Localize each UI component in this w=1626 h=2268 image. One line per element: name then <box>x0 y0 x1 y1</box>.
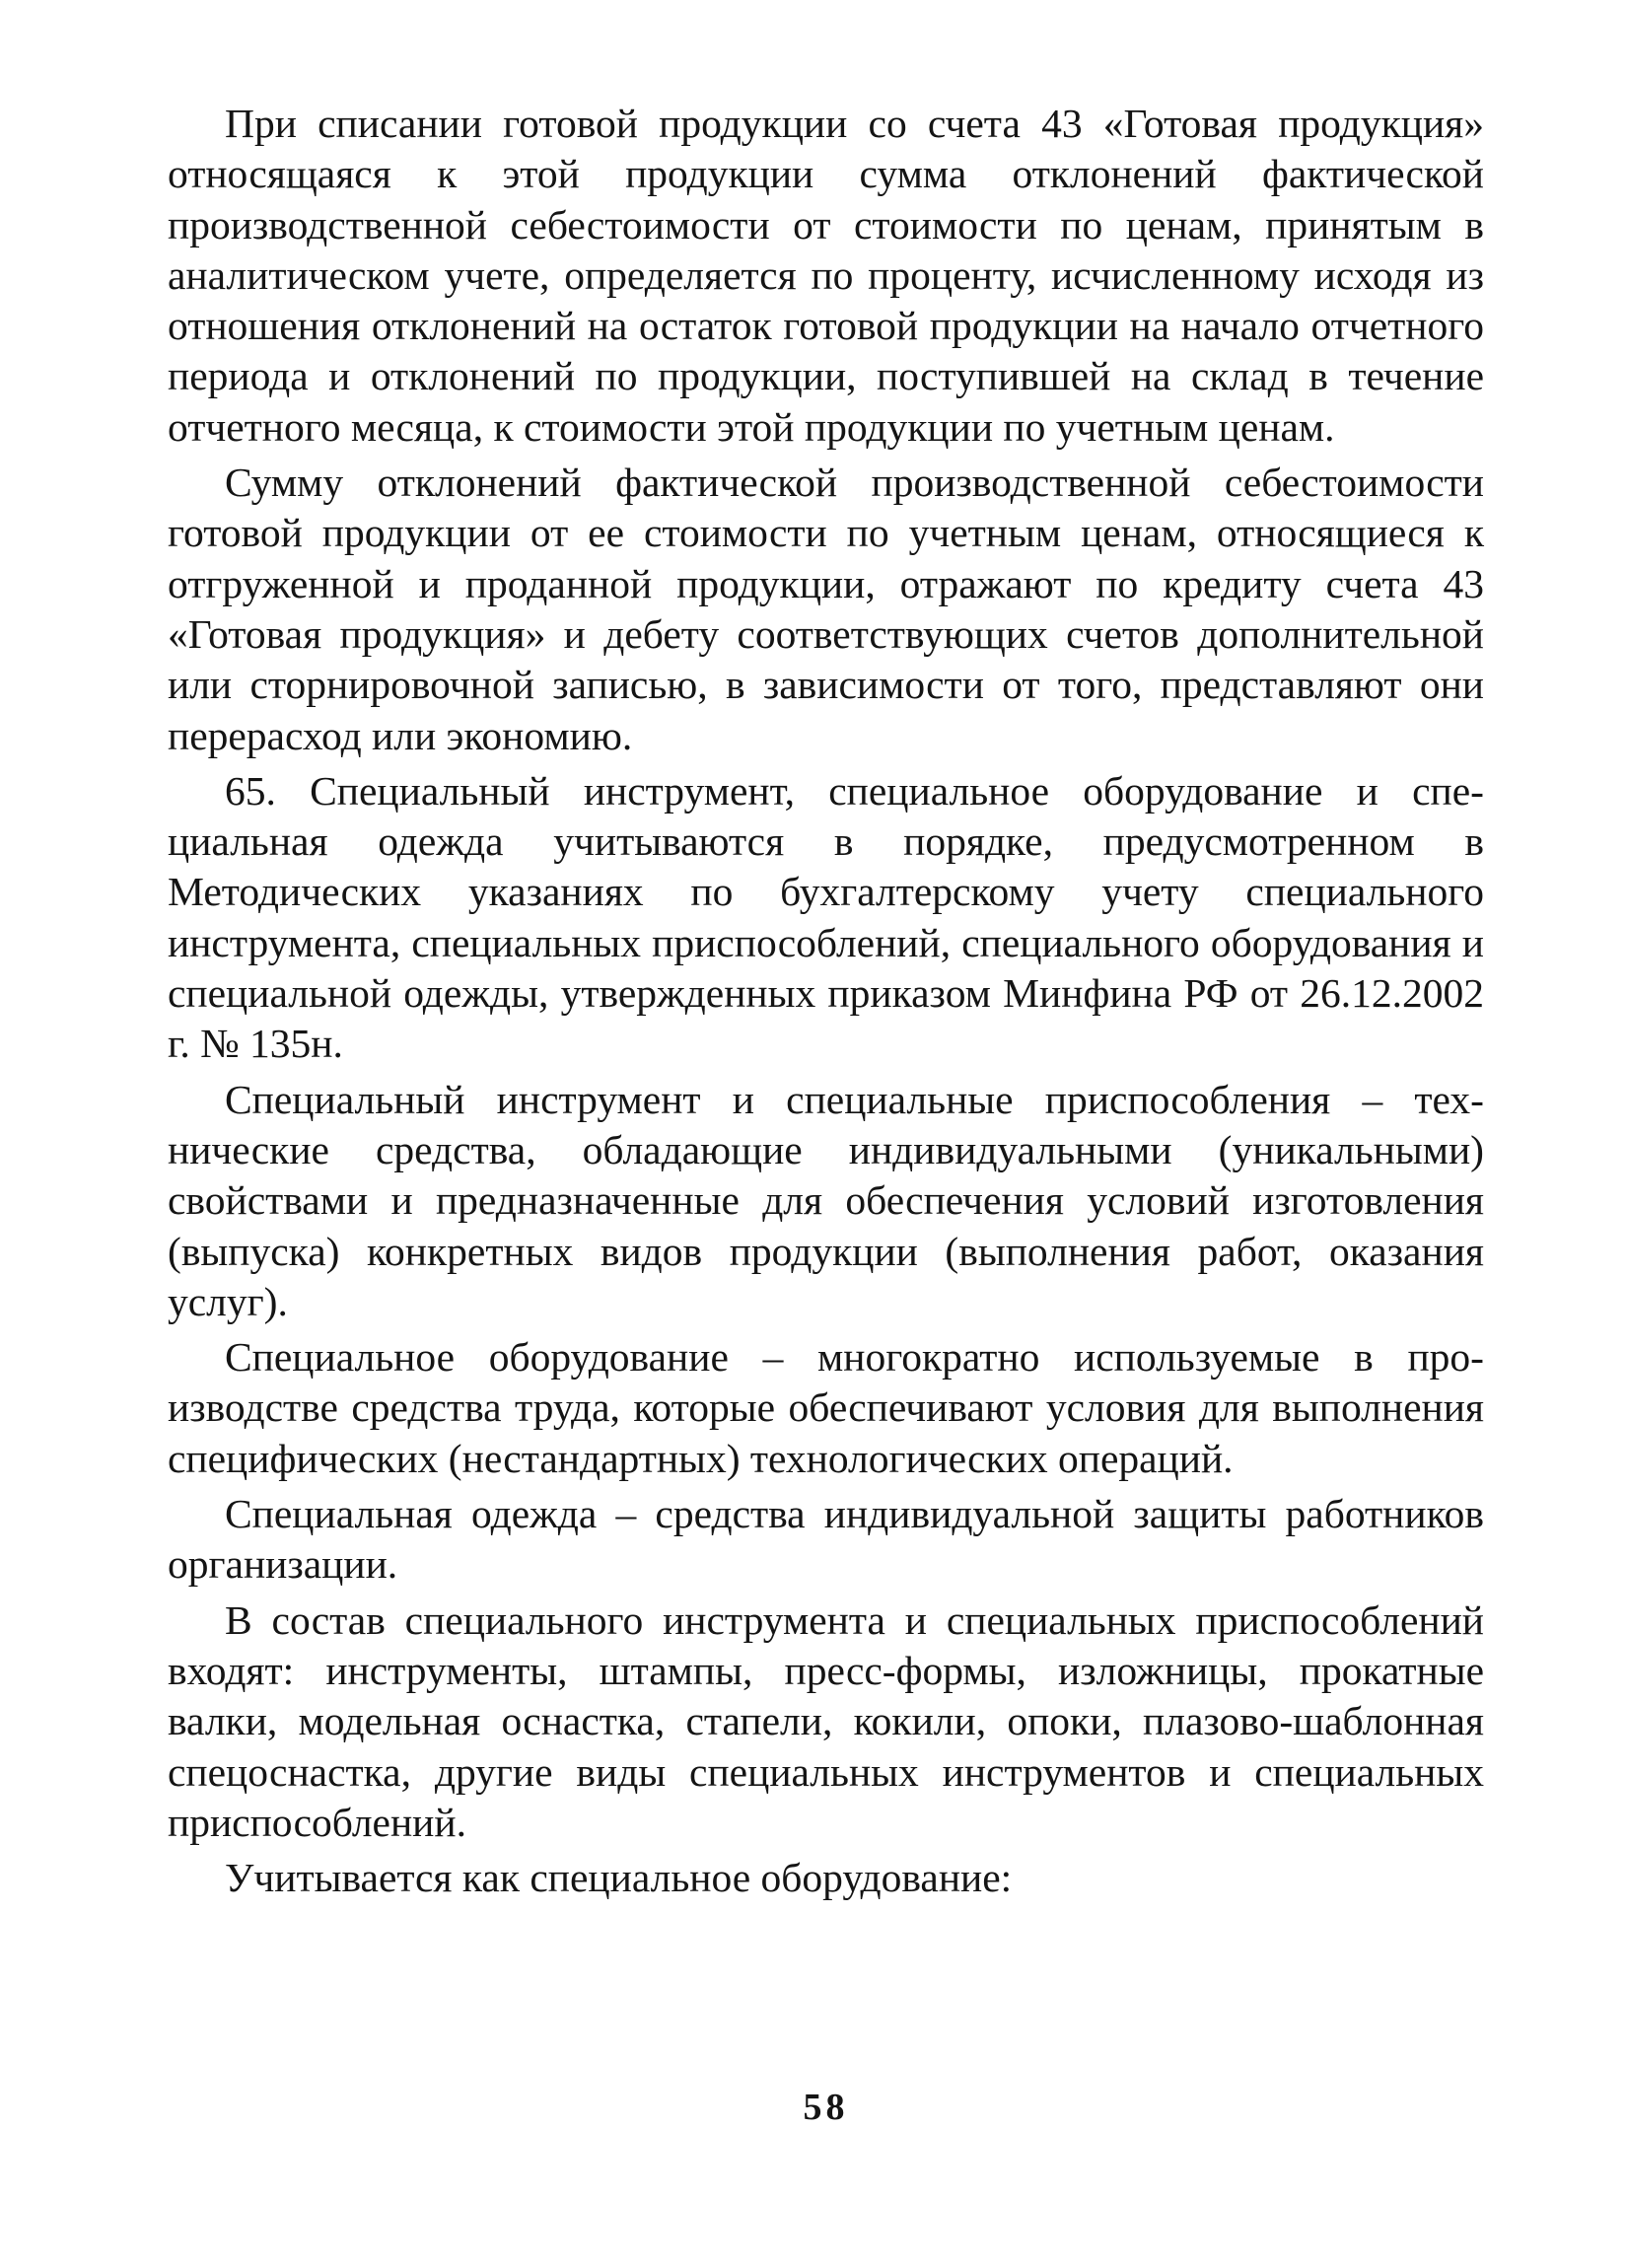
paragraph-finished-goods-write-off: При списании готовой продукции со счета 43 «Готовая продукция» относящаяся к этой продукции сумма отклонений фактической производственной себестоимости от стоимости по ценам, принятым в аналитическом учете, определяется по проценту, исчисленному исходя из отношения отклонений на остаток готовой продукции на начало отчетного периода и отклонений по продукции, поступившей на склад в течение отчетного месяца, к стоимости этой продукции по учетным ценам. <box>168 101 1484 450</box>
book-page <box>168 99 1484 2219</box>
paragraph-special-tools-composition: В состав специального инструмента и специальных приспособлений входят: инструменты, штампы, пресс-формы, изложницы, прокатные валки, модельная оснастка, стапели, кокили, опоки, плазово-шаблонная спецоснастка, другие виды специальных инструментов и специальных приспособлений. <box>168 1596 1484 1845</box>
paragraph-deviation-amount: Сумму отклонений фактической производственной себестоимости готовой продукции от ее стоимости по учетным ценам, относящиеся к отгруженной и проданной продукции, отражают по кредиту счета 43 «Готовая продукция» и дебету соответствующих счетов дополнительной или сторнировочной записью, в зависимости от того, представляют они перерасход или экономию. <box>168 460 1484 758</box>
paragraph-special-tools-definition: Специальный инструмент и специальные приспособления – технические средства, обладающие индивидуальными (уникальными) свойствами и предназначенные для обеспечения условий изготовления (выпуска) конкретных видов продукции (выполнения работ, оказания услуг). <box>168 1076 1484 1324</box>
body-text <box>168 99 1484 1908</box>
page-number: 58 <box>803 2087 849 2128</box>
paragraph-special-equipment-intro: Учитывается как специальное оборудование: <box>225 1855 1013 1901</box>
paragraph-item-65: 65. Специальный инструмент, специальное оборудование и специальная одежда учитываются в порядке, предусмотренном в Методических указаниях по бухгалтерскому учету специального инструмента, специальных приспособлений, специального оборудования и специальной одежды, утвержденных приказом Минфина РФ от 26.12.2002 г. № 135н. <box>168 767 1484 1067</box>
paragraph-special-equipment-definition: Специальное оборудование – многократно используемые в производстве средства труда, которые обеспечивают условия для выполнения специфических (нестандартных) технологических операций. <box>168 1334 1484 1481</box>
paragraph-special-clothing-definition: Специальная одежда – средства индивидуальной защиты работников организации. <box>168 1491 1484 1588</box>
